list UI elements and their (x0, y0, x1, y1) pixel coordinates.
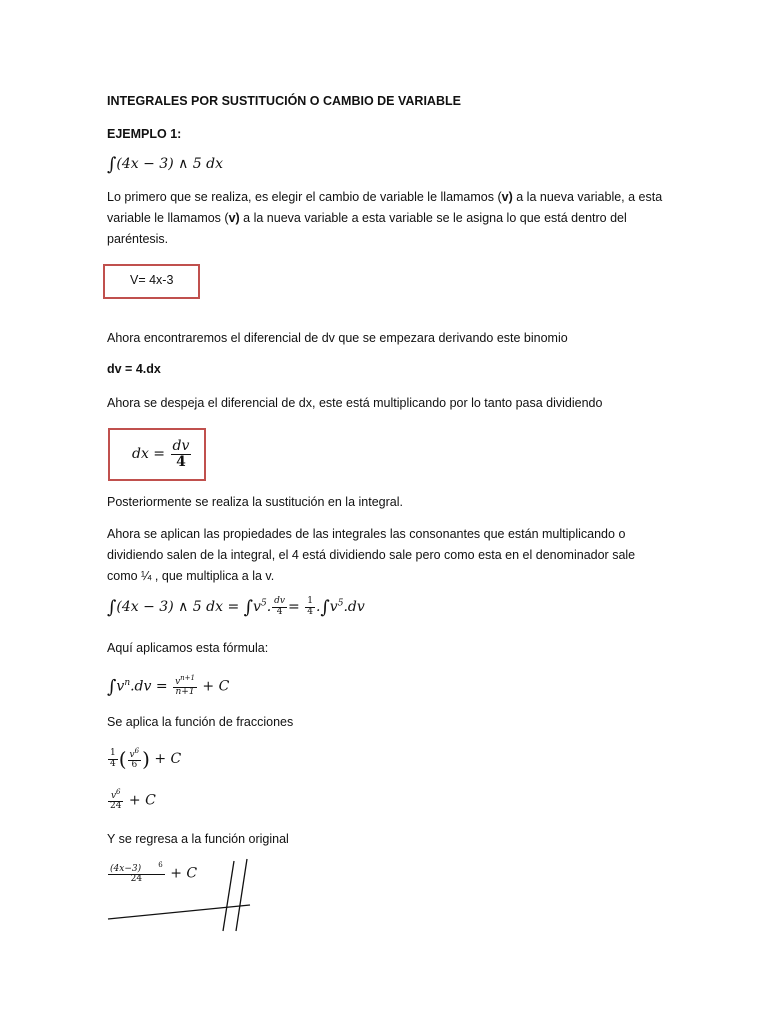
equation-part: v (116, 678, 125, 695)
paragraph-original-function: Y se regresa a la función original (107, 832, 289, 846)
paragraph-differential: Ahora encontraremos el diferencial de dv que se empezara derivando este binomio (107, 331, 568, 345)
paragraph-formula: Aquí aplicamos esta fórmula: (107, 641, 269, 655)
fraction-denominator: n+1 (175, 687, 195, 698)
end-mark-horizontal-line (108, 905, 250, 919)
plus-c: + C (170, 865, 198, 882)
fraction-denominator: 24 (110, 801, 122, 812)
variable-v-label: v) (501, 190, 513, 204)
substitution-box (103, 264, 200, 299)
right-paren: ) (142, 747, 150, 771)
paragraph-properties: Ahora se aplican las propiedades de las integrales las consonantes que están multiplicando o dividiendo salen de la integral, el 4 está dividiendo sale pero como esta en el denominador sale como ¼ , que multiplica a la v. (107, 527, 636, 583)
dv-over-4-fraction (171, 439, 192, 469)
fraction-numerator: 1 (110, 748, 116, 759)
paragraph-variable-change (107, 187, 667, 250)
exponent: 6 (134, 746, 140, 755)
exponent: 5 (337, 598, 344, 609)
fraction-denominator: 4 (276, 606, 283, 617)
plus-c: + C (128, 792, 156, 809)
hand-drawn-end-mark (100, 855, 260, 935)
plus-c: + C (154, 751, 182, 767)
equation-substituted-integral (107, 597, 365, 618)
exponent: n (124, 677, 131, 688)
dot: . (315, 599, 321, 615)
dx-lhs: dx = (132, 446, 166, 463)
equals-sign: = (288, 599, 305, 615)
numerator-base: (4x−3) (110, 864, 142, 874)
integral-sign: ∫ (243, 597, 254, 618)
dv-equation: dv = 4.dx (107, 362, 161, 376)
fraction-denominator: 4 (176, 453, 186, 470)
variable-v-label: v) (228, 211, 240, 225)
dot: . (266, 599, 272, 615)
fraction-numerator: 1 (307, 596, 313, 607)
exponent: 6 (116, 788, 121, 796)
equation-part: .dv = (130, 678, 173, 695)
integral-sign: ∫ (107, 154, 117, 175)
end-mark-slash-1 (223, 861, 234, 931)
paragraph-solve-dx: Ahora se despeja el diferencial de dx, este está multiplicando por lo tanto pasa dividiendo (107, 396, 603, 410)
integral-sign: ∫ (107, 676, 117, 698)
integral-body: (4x − 3) ∧ 5 dx (116, 156, 224, 172)
dv-over-4-fraction (272, 597, 287, 617)
equation-fraction-applied (107, 747, 181, 771)
one-quarter-fraction (305, 597, 315, 617)
paragraph-text: a la nueva variable a esta variable se le asigna lo que está dentro del paréntesis. (107, 211, 627, 246)
fraction-numerator (173, 675, 197, 688)
fraction-numerator (128, 748, 142, 761)
equation-part: v (253, 599, 261, 615)
v6-over-24-fraction (108, 789, 123, 812)
exponent: 6 (158, 861, 163, 869)
fraction-denominator: 4 (307, 606, 313, 617)
substitution-text: V= 4x-3 (130, 273, 174, 287)
exponent: 5 (260, 598, 267, 609)
plus-c: + C (197, 678, 230, 695)
fraction-numerator (108, 789, 123, 802)
paragraph-text: a la nueva variable, a esta variable le llamamos ( (107, 190, 663, 225)
fraction-denominator: 24 (130, 874, 143, 885)
equation-integral-original (107, 154, 223, 175)
equation-part: (4x − 3) ∧ 5 dx = (116, 599, 244, 615)
integral-sign: ∫ (320, 597, 330, 618)
document-title: INTEGRALES POR SUSTITUCIÓN O CAMBIO DE VARIABLE (107, 94, 461, 108)
left-paren: ( (118, 747, 127, 771)
paragraph-text: Lo primero que se realiza, es elegir el cambio de variable le llamamos ( (107, 190, 502, 204)
numerator-base: v (110, 791, 117, 801)
exponent: n+1 (180, 674, 195, 682)
fraction-denominator: 4 (110, 758, 116, 769)
dx-box (108, 428, 206, 481)
one-quarter-fraction (108, 749, 118, 769)
v6-over-6-fraction (128, 748, 142, 771)
fraction-numerator: dv (274, 596, 286, 607)
fraction-numerator: dv (172, 438, 190, 454)
equation-power-rule (107, 675, 229, 698)
integral-sign: ∫ (107, 597, 117, 618)
power-rule-fraction (173, 675, 197, 698)
dx-equation (132, 439, 192, 469)
example-label: EJEMPLO 1: (107, 127, 182, 141)
end-mark-slash-2 (236, 859, 247, 931)
equation-simplified (107, 789, 156, 812)
paragraph-fractions: Se aplica la función de fracciones (107, 715, 294, 729)
equation-part: v (329, 599, 338, 615)
paragraph-substitution: Posteriormente se realiza la sustitución en la integral. (107, 495, 403, 509)
numerator-base: v (175, 677, 181, 687)
equation-part: .dv (343, 599, 365, 615)
numerator-base: v (129, 749, 135, 760)
fraction-denominator: 6 (131, 760, 138, 770)
